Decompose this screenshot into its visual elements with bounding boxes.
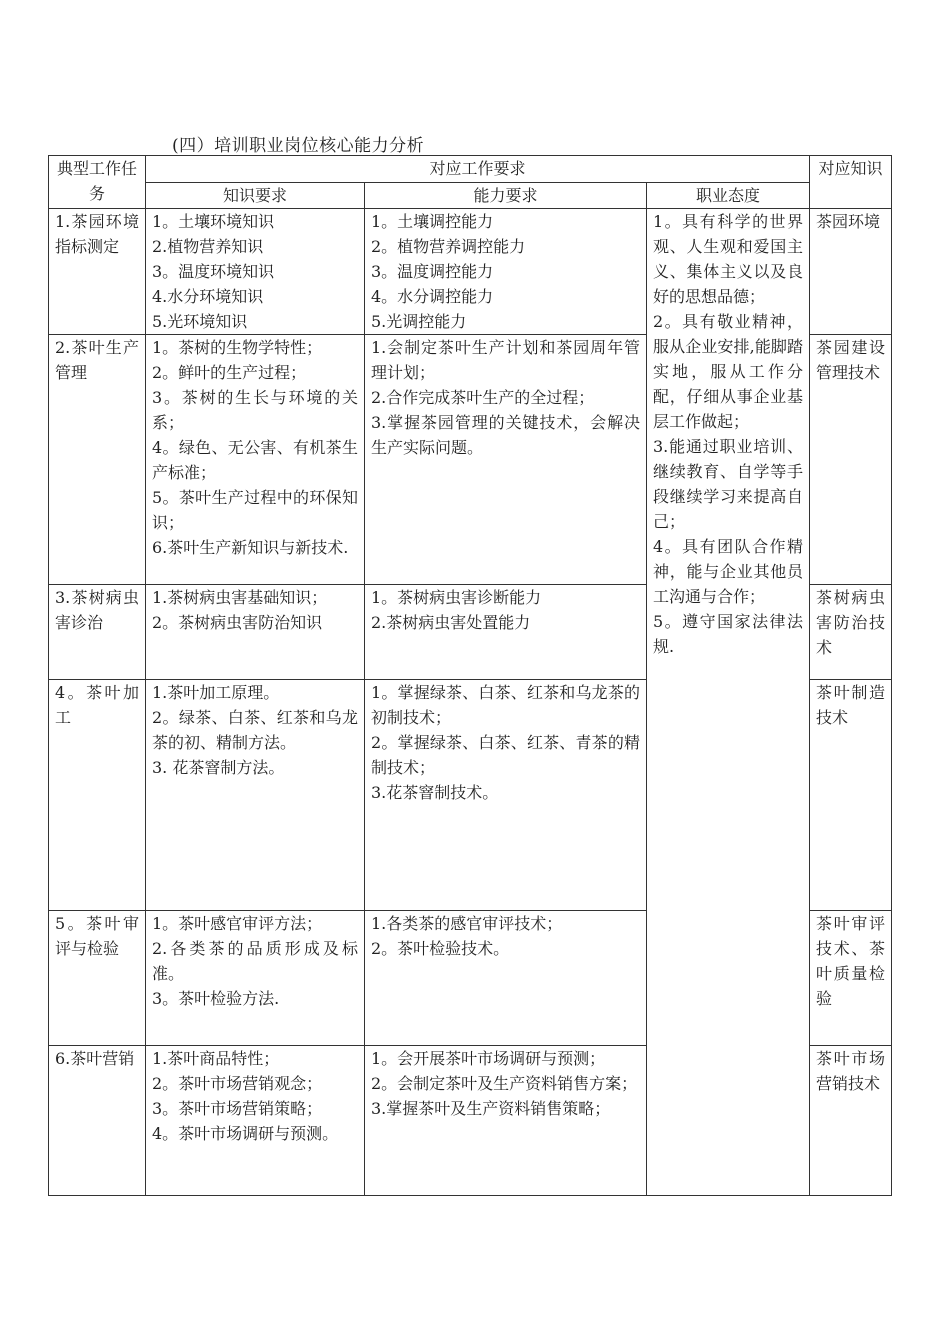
knowledge-cell: 1。茶树的生物学特性； 2。鲜叶的生产过程； 3。茶树的生长与环境的关系； 4。绿色、无公害、有机茶生产标准； 5。茶叶生产过程中的环保知识； 6.茶叶生产新知识与新技术. [146,335,365,585]
knowledge-cell: 1.茶树病虫害基础知识； 2。茶树病虫害防治知识 [146,585,365,680]
table-right-gap [892,156,903,209]
related-knowledge-cell: 茶园环境 [810,209,892,335]
header-ability: 能力要求 [365,183,647,209]
header-attitude: 职业态度 [647,183,810,209]
task-cell: 4。茶叶加工 [49,680,146,911]
related-knowledge-cell: 茶叶制造技术 [810,680,892,911]
related-knowledge-cell: 茶叶审评技术、茶叶质量检验 [810,911,892,1046]
task-cell: 6.茶叶营销 [49,1046,146,1196]
ability-cell: 1。会开展茶叶市场调研与预测； 2。会制定茶叶及生产资料销售方案； 3.掌握茶叶及生产资料销售策略； [365,1046,647,1196]
knowledge-cell: 1。土壤环境知识 2.植物营养知识 3。温度环境知识 4.水分环境知识 5.光环境知识 [146,209,365,335]
page-title: (四）培训职业岗位核心能力分析 [172,136,425,156]
related-knowledge-cell: 茶叶市场营销技术 [810,1046,892,1196]
task-cell: 5。茶叶审评与检验 [49,911,146,1046]
task-cell: 2.茶叶生产管理 [49,335,146,585]
ability-cell: 1。茶树病虫害诊断能力 2.茶树病虫害处置能力 [365,585,647,680]
ability-cell: 1.各类茶的感官审评技术； 2。茶叶检验技术。 [365,911,647,1046]
related-knowledge-cell: 茶园建设管理技术 [810,335,892,585]
task-cell: 1.茶园环境指标测定 [49,209,146,335]
ability-cell: 1。掌握绿茶、白茶、红茶和乌龙茶的初制技术； 2。掌握绿茶、白茶、红茶、青茶的精制技术； 3.花茶窨制技术。 [365,680,647,911]
knowledge-cell: 1.茶叶商品特性； 2。茶叶市场营销观念； 3。茶叶市场营销策略； 4。茶叶市场调研与预测。 [146,1046,365,1196]
knowledge-cell: 1。茶叶感官审评方法； 2.各类茶的品质形成及标准。 3。茶叶检验方法. [146,911,365,1046]
header-requirements: 对应工作要求 [146,156,810,183]
ability-cell: 1.会制定茶叶生产计划和茶园周年管理计划； 2.合作完成茶叶生产的全过程； 3.掌握茶园管理的关键技术，会解决生产实际问题。 [365,335,647,585]
task-cell: 3.茶树病虫害诊治 [49,585,146,680]
related-knowledge-cell: 茶树病虫害防治技术 [810,585,892,680]
ability-cell: 1。土壤调控能力 2。植物营养调控能力 3。温度调控能力 4。水分调控能力 5.光调控能力 [365,209,647,335]
header-task: 典型工作任务 [49,156,146,209]
knowledge-cell: 1.茶叶加工原理。 2。绿茶、白茶、红茶和乌龙茶的初、精制方法。 3. 花茶窨制方法。 [146,680,365,911]
header-knowledge: 知识要求 [146,183,365,209]
header-related: 对应知识 [810,156,892,209]
competency-table [48,155,903,1196]
attitude-cell: 1。具有科学的世界观、人生观和爱国主义、集体主义以及良好的思想品德； 2。具有敬业精神，服从企业安排,能脚踏实地，服从工作分配，仔细从事企业基层工作做起； 3.能通过职业培训、继续教育、自学等手段继续学习来提高自己； 4。具有团队合作精神，能与企业其他员工沟通与合作； 5。遵守国家法律法规. [647,209,810,1196]
